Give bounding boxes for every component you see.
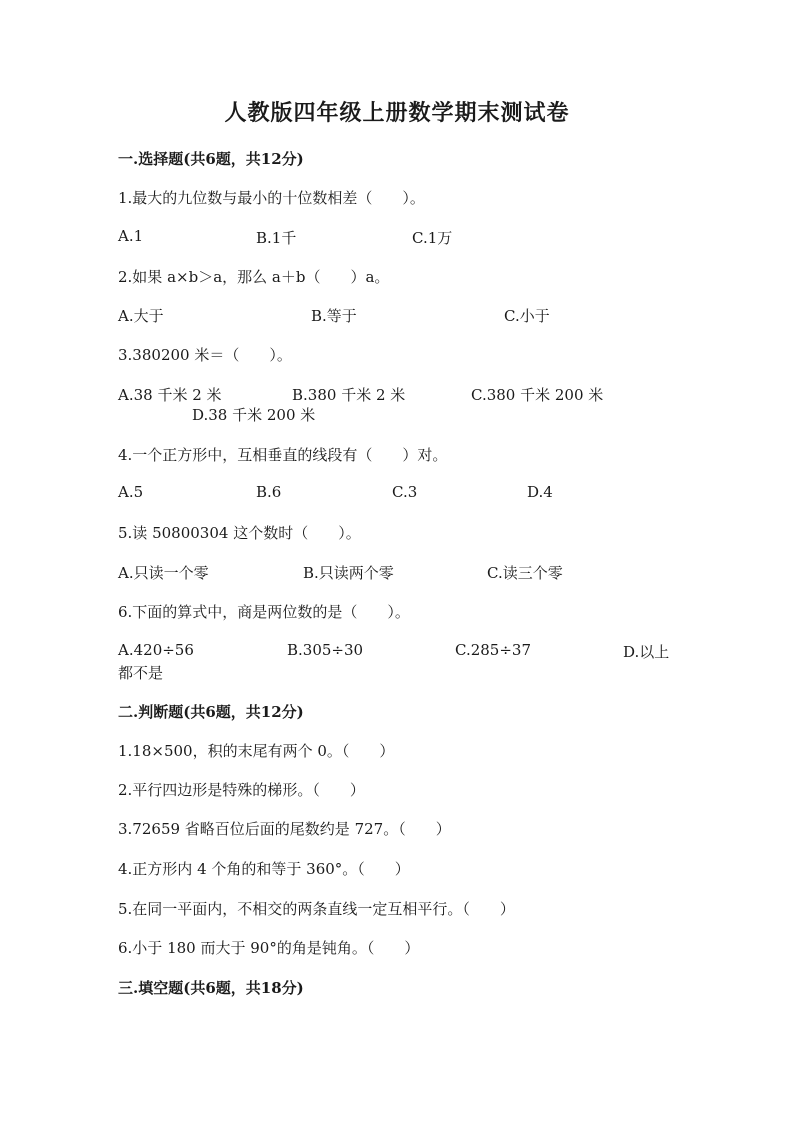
option-b: B.只读两个零 — [303, 564, 394, 582]
judge-item: 4.正方形内 4 个角的和等于 360°。（ ） — [118, 860, 410, 878]
question-stem: 1.最大的九位数与最小的十位数相差（ ）。 — [118, 189, 425, 207]
option-a: A.1 — [118, 227, 144, 245]
question-stem: 2.如果 a×b＞a，那么 a＋b（ ）a。 — [118, 268, 390, 286]
option-c: C.读三个零 — [487, 564, 563, 582]
option-a: A.大于 — [118, 307, 164, 325]
option-c: C.1万 — [412, 229, 453, 247]
question-stem: 6.下面的算式中，商是两位数的是（ ）。 — [118, 603, 410, 621]
judge-item: 6.小于 180 而大于 90°的角是钝角。（ ） — [118, 939, 420, 957]
option-c: C.小于 — [504, 307, 550, 325]
section-heading-choice: 一.选择题(共6题，共12分) — [118, 150, 304, 168]
option-d: D.4 — [527, 483, 553, 501]
option-a: A.420÷56 — [118, 641, 194, 659]
option-c: C.3 — [392, 483, 418, 501]
judge-item: 1.18×500，积的末尾有两个 0。（ ） — [118, 742, 395, 760]
option-a: A.只读一个零 — [118, 564, 209, 582]
question-stem: 4.一个正方形中，互相垂直的线段有（ ）对。 — [118, 446, 448, 464]
option-d: D.以上 — [623, 643, 670, 661]
option-b: B.1千 — [256, 229, 297, 247]
option-a: A.5 — [118, 483, 144, 501]
option-a: A.38 千米 2 米 — [118, 386, 222, 404]
option-d: D.38 千米 200 米 — [192, 406, 316, 424]
section-heading-judge: 二.判断题(共6题，共12分) — [118, 703, 304, 721]
option-c: C.285÷37 — [455, 641, 531, 659]
option-b: B.6 — [256, 483, 282, 501]
question-stem: 3.380200 米＝（ ）。 — [118, 346, 292, 364]
option-b: B.等于 — [311, 307, 357, 325]
judge-item: 5.在同一平面内，不相交的两条直线一定互相平行。（ ） — [118, 900, 515, 918]
question-stem: 5.读 50800304 这个数时（ ）。 — [118, 524, 361, 542]
option-d-continued: 都不是 — [118, 664, 164, 682]
judge-item: 3.72659 省略百位后面的尾数约是 727。（ ） — [118, 820, 451, 838]
option-b: B.380 千米 2 米 — [292, 386, 406, 404]
option-c: C.380 千米 200 米 — [471, 386, 604, 404]
section-heading-fill: 三.填空题(共6题，共18分) — [118, 979, 304, 997]
option-b: B.305÷30 — [287, 641, 364, 659]
judge-item: 2.平行四边形是特殊的梯形。（ ） — [118, 781, 365, 799]
page-title: 人教版四年级上册数学期末测试卷 — [224, 100, 570, 126]
